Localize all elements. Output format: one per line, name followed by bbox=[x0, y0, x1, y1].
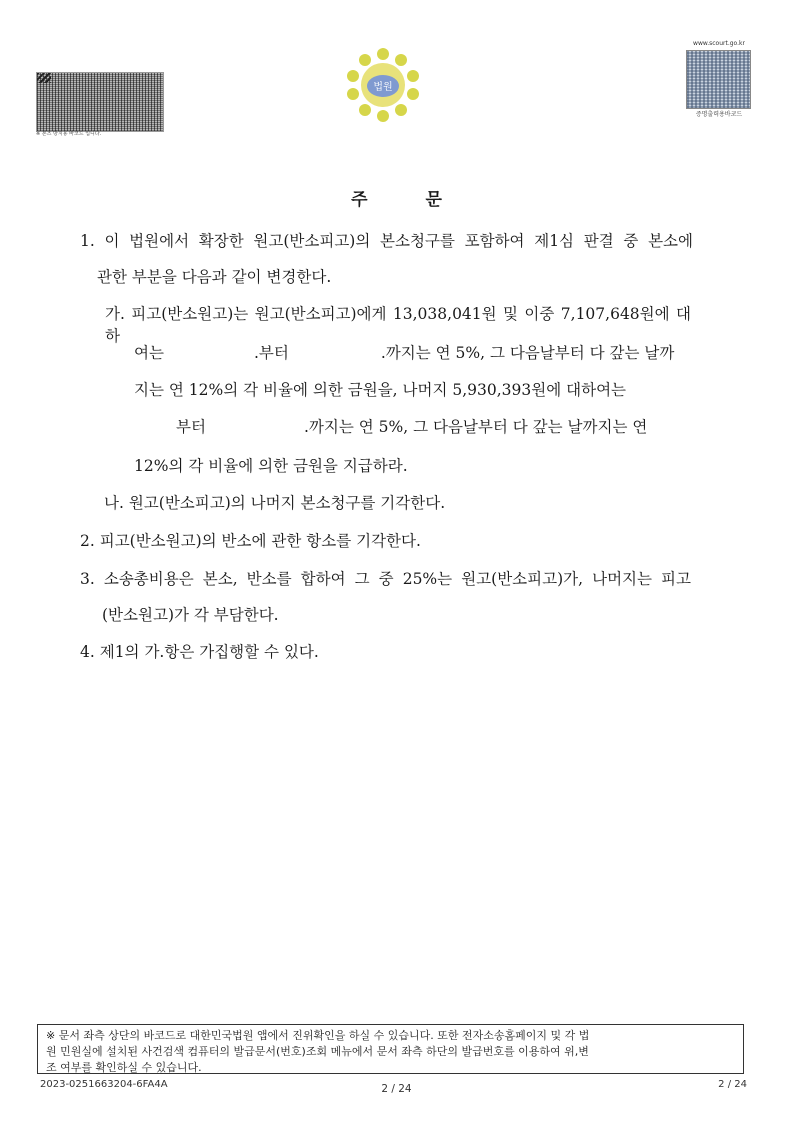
verification-qr-code bbox=[686, 50, 751, 109]
emblem-text: 법원 bbox=[373, 82, 393, 93]
order-item-3-cont: (반소원고)가 각 부담한다. bbox=[102, 606, 279, 624]
order-item-1: 1. 이 법원에서 확장한 원고(반소피고)의 본소청구를 포함하여 제1심 판결 중 본소에 bbox=[80, 232, 693, 250]
text-fragment: 여는 bbox=[134, 344, 164, 362]
barcode-caption: ※ 본즈 방지용 바코드 입니다. bbox=[36, 131, 102, 137]
barcode-corner-mark bbox=[37, 73, 51, 83]
court-emblem-icon bbox=[343, 46, 423, 122]
order-item-1a: 가. 피고(반소원고)는 원고(반소피고)에게 13,038,041원 및 이중 7,107,648원에 대하 bbox=[105, 305, 691, 345]
verification-notice bbox=[37, 1024, 744, 1074]
page-number: 2 / 24 bbox=[381, 1083, 412, 1095]
order-item-1a-line2 bbox=[134, 341, 674, 363]
text-fragment: .까지는 연 5%, 그 다음날부터 다 갚는 날까지는 연 bbox=[303, 418, 648, 436]
notice-line: 조 여부를 확인하실 수 있습니다. bbox=[46, 1061, 202, 1074]
notice-line: 원 민원실에 설치된 사건검색 컴퓨터의 발급문서(번호)조회 메뉴에서 문서 좌측 하단의 발급번호를 이용하여 위,변 bbox=[46, 1045, 589, 1058]
order-item-4: 4. 제1의 가.항은 가집행할 수 있다. bbox=[80, 643, 319, 661]
authentication-barcode bbox=[36, 72, 164, 132]
order-item-1a-line3: 지는 연 12%의 각 비율에 의한 금원을, 나머지 5,930,393원에 대하여는 bbox=[134, 381, 627, 399]
text-fragment: .부터 bbox=[253, 344, 289, 362]
section-heading bbox=[0, 185, 793, 210]
heading-char: 주 bbox=[351, 190, 368, 210]
order-item-1-cont: 관한 부분을 다음과 같이 변경한다. bbox=[97, 268, 332, 286]
notice-line: ※ 문서 좌측 상단의 바코드로 대한민국법원 앱에서 진위확인을 하실 수 있습니다. 또한 전자소송홈페이지 및 각 법 bbox=[46, 1029, 590, 1042]
page-number-right: 2 / 24 bbox=[718, 1079, 747, 1090]
qr-caption: 증명출력용바코드 bbox=[695, 111, 743, 118]
order-item-1a-line5: 12%의 각 비율에 의한 금원을 지급하라. bbox=[134, 457, 408, 475]
site-url: www.scourt.go.kr bbox=[693, 40, 745, 47]
text-fragment: 부터 bbox=[176, 418, 206, 436]
text-fragment: .까지는 연 5%, 그 다음날부터 다 갚는 날까 bbox=[380, 344, 675, 362]
order-item-2: 2. 피고(반소원고)의 반소에 관한 항소를 기각한다. bbox=[80, 532, 421, 550]
issue-number: 2023-0251663204-6FA4A bbox=[40, 1079, 168, 1090]
order-item-1b: 나. 원고(반소피고)의 나머지 본소청구를 기각한다. bbox=[104, 494, 446, 512]
order-item-3: 3. 소송총비용은 본소, 반소를 합하여 그 중 25%는 원고(반소피고)가, 나머지는 피고 bbox=[80, 570, 691, 588]
heading-char: 문 bbox=[425, 190, 442, 210]
order-item-1a-line4 bbox=[176, 415, 647, 437]
